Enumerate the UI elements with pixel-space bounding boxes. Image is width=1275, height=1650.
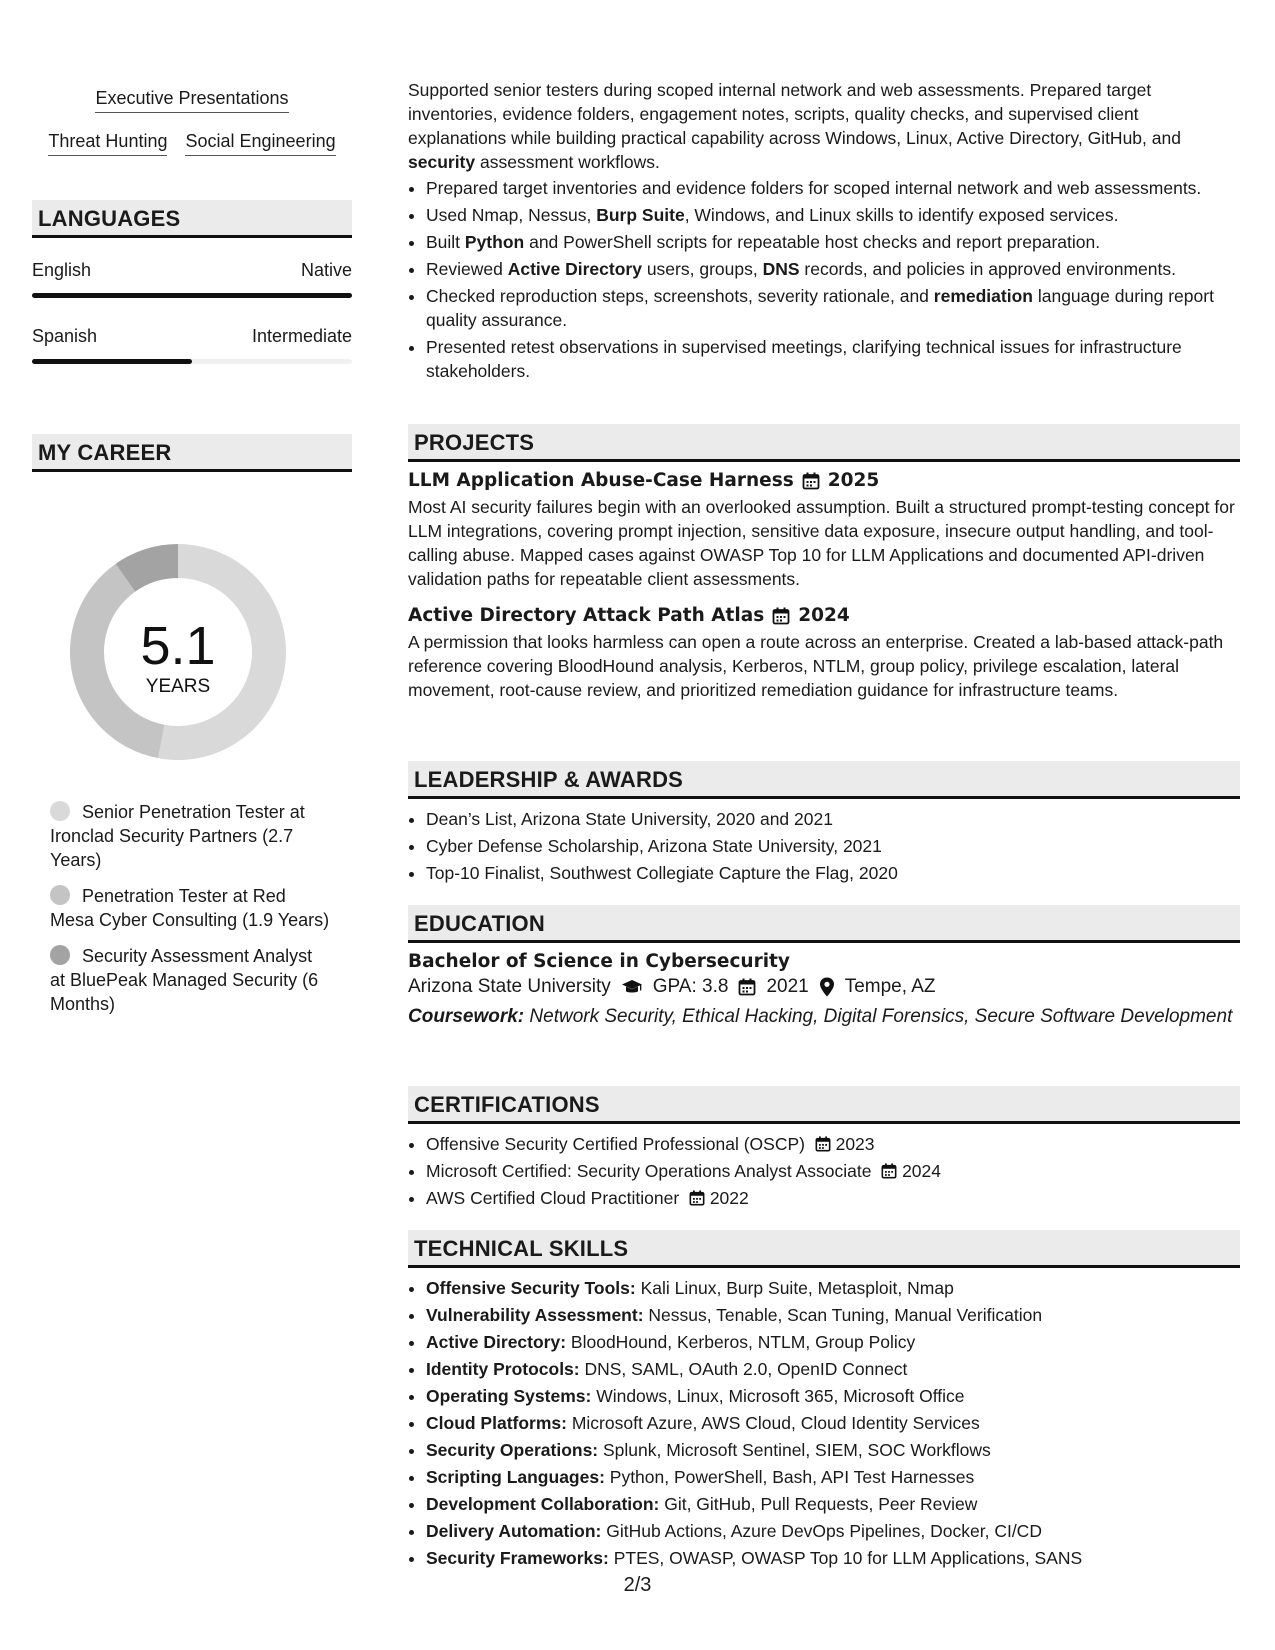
bullet-bold: Active Directory — [507, 259, 642, 279]
location: Tempe, AZ — [844, 976, 936, 997]
degree: Bachelor of Science in Cybersecurity — [408, 951, 790, 972]
location-pin-icon — [819, 977, 835, 997]
language-item — [32, 326, 352, 364]
tag: Social Engineering — [185, 131, 335, 156]
gpa: GPA: 3.8 — [652, 976, 729, 997]
list-item — [426, 1159, 1240, 1183]
bullet-bold: remediation — [933, 286, 1033, 306]
skill-label: Security Frameworks: — [426, 1548, 609, 1568]
skill-label: Offensive Security Tools: — [426, 1278, 636, 1298]
experience-bullets — [408, 176, 1240, 383]
calendar-icon — [802, 472, 820, 490]
skill-label: Security Operations: — [426, 1440, 599, 1460]
cert-name: AWS Certified Cloud Practitioner — [426, 1188, 680, 1208]
list-item — [426, 1132, 1240, 1156]
list-item — [426, 1384, 1240, 1408]
language-proficiency-bar — [32, 359, 352, 364]
list-item — [426, 1546, 1240, 1570]
project-name: LLM Application Abuse-Case Harness — [408, 470, 794, 491]
skill-value: Windows, Linux, Microsoft 365, Microsoft Office — [591, 1386, 965, 1406]
list-item — [426, 1276, 1240, 1300]
summary-bold: security — [408, 152, 476, 172]
bullet-text: Reviewed — [426, 259, 508, 279]
list-item — [426, 203, 1240, 227]
cert-year: 2022 — [709, 1188, 749, 1208]
skill-label: Operating Systems: — [426, 1386, 592, 1406]
list-item — [426, 1519, 1240, 1543]
list-item — [426, 1186, 1240, 1210]
project-name: Active Directory Attack Path Atlas — [408, 605, 765, 626]
skill-value: DNS, SAML, OAuth 2.0, OpenID Connect — [579, 1359, 908, 1379]
skill-value: Git, GitHub, Pull Requests, Peer Review — [659, 1494, 978, 1514]
coursework — [408, 1004, 1240, 1029]
legend-dot-icon — [50, 885, 70, 905]
career-item — [50, 884, 330, 932]
bullet-text: language during report quality assurance. — [426, 286, 1214, 330]
bullet-text: Prepared target inventories and evidence folders for scoped internal network and web assessments. — [426, 178, 1202, 198]
bullet-text: Used Nmap, Nessus, — [426, 205, 597, 225]
bullet-text: Checked reproduction steps, screenshots, severity rationale, and — [426, 286, 934, 306]
list-item — [426, 1303, 1240, 1327]
career-heading: MY CAREER — [32, 434, 352, 472]
project-year: 2024 — [798, 605, 850, 626]
leadership-heading: LEADERSHIP & AWARDS — [408, 761, 1240, 799]
skill-value: Microsoft Azure, AWS Cloud, Cloud Identity Services — [566, 1413, 980, 1433]
skill-label: Delivery Automation: — [426, 1521, 602, 1541]
list-item: • Dean’s List, Arizona State University, 2020 and 2021 — [426, 807, 1240, 831]
career-item — [50, 944, 330, 1016]
list-item — [426, 1438, 1240, 1462]
skill-value: Kali Linux, Burp Suite, Metasploit, Nmap — [635, 1278, 954, 1298]
bullet-bold: Burp Suite — [596, 205, 685, 225]
calendar-icon — [689, 1190, 705, 1206]
projects-heading: PROJECTS — [408, 424, 1240, 462]
graduation-cap-icon — [621, 979, 643, 995]
skill-value: PTES, OWASP, OWASP Top 10 for LLM Applications, SANS — [608, 1548, 1083, 1568]
school-name: Arizona State University — [408, 976, 611, 997]
skill-value: Splunk, Microsoft Sentinel, SIEM, SOC Workflows — [598, 1440, 991, 1460]
education-heading: EDUCATION — [408, 905, 1240, 943]
career-total: 5.1 — [140, 616, 216, 676]
language-proficiency-fill — [32, 359, 192, 364]
skill-value: BloodHound, Kerberos, NTLM, Group Policy — [566, 1332, 916, 1352]
certifications-list — [408, 1132, 1240, 1210]
language-name: Spanish — [32, 326, 98, 346]
skill-tags — [32, 88, 352, 174]
career-item-text: Security Assessment Analyst at BluePeak Managed Security (6 Months) — [50, 946, 319, 1014]
bullet-text: records, and policies in approved environments. — [799, 259, 1176, 279]
page-number: 2/3 — [623, 1574, 652, 1596]
career-item-text: Senior Penetration Tester at Ironclad Security Partners (2.7 Years) — [50, 802, 305, 870]
project-year: 2025 — [827, 470, 880, 491]
list-item — [426, 1411, 1240, 1435]
bullet-bold: DNS — [762, 259, 800, 279]
skill-label: Active Directory: — [426, 1332, 567, 1352]
calendar-icon — [815, 1136, 831, 1152]
skill-label: Cloud Platforms: — [426, 1413, 567, 1433]
list-item — [426, 230, 1240, 254]
bullet-text: Presented retest observations in supervised meetings, clarifying technical issues for infrastructure stakeholders. — [426, 337, 1182, 381]
list-item — [426, 257, 1240, 281]
language-proficiency-bar — [32, 293, 352, 298]
cert-name: Microsoft Certified: Security Operations Analyst Associate — [426, 1161, 872, 1181]
skills-heading: TECHNICAL SKILLS — [408, 1230, 1240, 1268]
list-item — [426, 1330, 1240, 1354]
bullet-text: and PowerShell scripts for repeatable host checks and report preparation. — [524, 232, 1101, 252]
calendar-icon — [881, 1163, 897, 1179]
career-item-text: Penetration Tester at Red Mesa Cyber Consulting (1.9 Years) — [50, 886, 330, 930]
career-donut-chart — [66, 540, 290, 764]
project-title — [408, 470, 1240, 491]
project-description: A permission that looks harmless can open a route across an enterprise. Created a lab-based attack-path reference covering BloodHound analysis, Kerberos, NTLM, group policy, privilege escalation, lateral movement, root-cause review, and prioritized remediation guidance for infrastructure teams. — [408, 632, 1224, 700]
certifications-heading: CERTIFICATIONS — [408, 1086, 1240, 1124]
coursework-text: Network Security, Ethical Hacking, Digital Forensics, Secure Software Development — [524, 1006, 1233, 1027]
education-details — [408, 976, 1240, 998]
languages-heading: LANGUAGES — [32, 200, 352, 238]
summary-text: Supported senior testers during scoped internal network and web assessments. Prepared target inventories, evidence folders, engagement notes, scripts, quality checks, and supervised client explanations while building practical capability across Windows, Linux, Active Directory, GitHub, and — [408, 80, 1181, 148]
language-level: Native — [300, 260, 352, 280]
list-item — [426, 284, 1240, 332]
list-item: • Top-10 Finalist, Southwest Collegiate Capture the Flag, 2020 — [426, 861, 1240, 885]
language-level: Intermediate — [251, 326, 352, 346]
bullet-bold: Python — [464, 232, 525, 252]
bullet-text: Built — [426, 232, 465, 252]
list-item — [426, 1357, 1240, 1381]
list-item — [426, 1492, 1240, 1516]
language-proficiency-fill — [32, 293, 352, 298]
career-item — [50, 800, 330, 872]
graduation-year: 2021 — [766, 976, 809, 997]
legend-dot-icon — [50, 945, 70, 965]
skill-value: Nessus, Tenable, Scan Tuning, Manual Verification — [643, 1305, 1043, 1325]
career-unit: YEARS — [145, 676, 211, 697]
language-item — [32, 260, 352, 298]
skill-label: Development Collaboration: — [426, 1494, 660, 1514]
language-name: English — [32, 260, 92, 280]
cert-year: 2023 — [835, 1134, 875, 1154]
skill-value: GitHub Actions, Azure DevOps Pipelines, Docker, CI/CD — [601, 1521, 1042, 1541]
calendar-icon — [772, 607, 790, 625]
leadership-list — [408, 807, 1240, 885]
bullet-text: users, groups, — [641, 259, 763, 279]
bullet-text: , Windows, and Linux skills to identify exposed services. — [684, 205, 1119, 225]
skill-label: Identity Protocols: — [426, 1359, 580, 1379]
legend-dot-icon — [50, 801, 70, 821]
project-description: Most AI security failures begin with an overlooked assumption. Built a structured prompt-testing concept for LLM integrations, covering prompt injection, sensitive data exposure, insecure output handling, and tool-calling abuse. Mapped cases against OWASP Top 10 for LLM Applications and documented API-driven validation paths for repeatable client assessments. — [408, 497, 1235, 589]
tag: Threat Hunting — [48, 131, 167, 156]
list-item — [426, 176, 1240, 200]
list-item — [426, 1465, 1240, 1489]
project-title — [408, 605, 1240, 626]
experience-summary — [408, 78, 1240, 174]
career-legend — [50, 800, 330, 1028]
cert-name: Offensive Security Certified Professional (OSCP) — [426, 1134, 805, 1154]
coursework-label: Coursework: — [408, 1006, 525, 1027]
skill-label: Vulnerability Assessment: — [426, 1305, 644, 1325]
list-item — [426, 335, 1240, 383]
summary-text: assessment workflows. — [475, 152, 660, 172]
skill-label: Scripting Languages: — [426, 1467, 605, 1487]
list-item: • Cyber Defense Scholarship, Arizona State University, 2021 — [426, 834, 1240, 858]
skills-list — [408, 1276, 1240, 1570]
calendar-icon — [738, 978, 756, 996]
skill-value: Python, PowerShell, Bash, API Test Harnesses — [604, 1467, 975, 1487]
tag: Executive Presentations — [95, 88, 288, 113]
cert-year: 2024 — [902, 1161, 942, 1181]
